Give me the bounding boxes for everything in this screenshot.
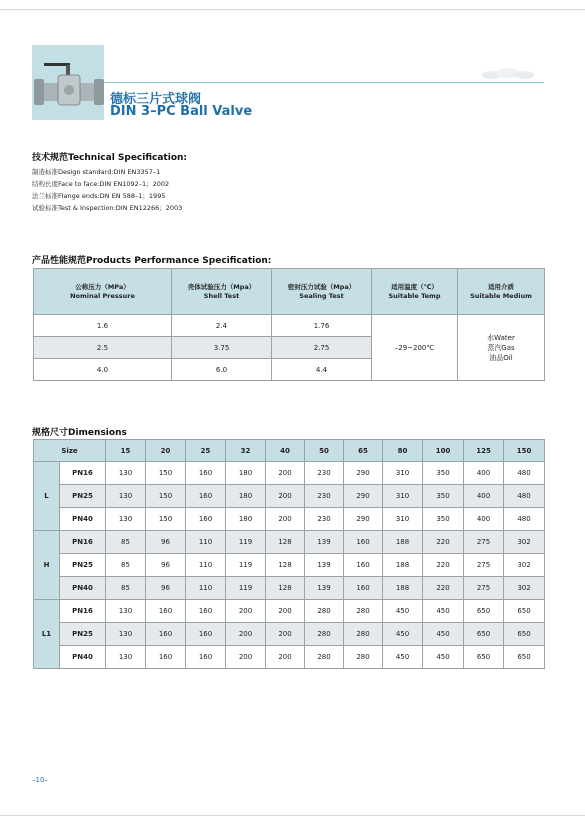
dimension-value-cell: 130 bbox=[106, 508, 146, 531]
dimension-value-cell: 160 bbox=[146, 600, 186, 623]
dimension-value-cell: 480 bbox=[504, 508, 545, 531]
dimension-value-cell: 275 bbox=[464, 577, 504, 600]
dimension-value-cell: 400 bbox=[464, 462, 504, 485]
dimension-value-cell: 139 bbox=[305, 577, 344, 600]
dimension-value-cell: 200 bbox=[266, 600, 305, 623]
dimension-value-cell: 350 bbox=[423, 508, 464, 531]
dimension-value-cell: 650 bbox=[504, 623, 545, 646]
dimensions-title: 规格尺寸Dimensions bbox=[32, 428, 127, 438]
dimension-value-cell: 290 bbox=[344, 485, 383, 508]
medium-water: 水Water bbox=[487, 333, 515, 342]
dimension-value-cell: 400 bbox=[464, 508, 504, 531]
dimensions-header-row bbox=[34, 440, 545, 462]
dimension-value-cell: 130 bbox=[106, 623, 146, 646]
dimension-value-cell: 150 bbox=[146, 508, 186, 531]
dimension-value-cell: 200 bbox=[266, 508, 305, 531]
dimension-value-cell: 275 bbox=[464, 554, 504, 577]
dimension-value-cell: 275 bbox=[464, 531, 504, 554]
medium-oil: 油品Oil bbox=[489, 353, 513, 362]
dimension-value-cell: 119 bbox=[226, 531, 266, 554]
shell-test-cell: 3.75 bbox=[172, 337, 272, 359]
dimension-value-cell: 280 bbox=[305, 600, 344, 623]
dimension-value-cell: 139 bbox=[305, 554, 344, 577]
page-number: –10– bbox=[32, 776, 48, 784]
dimension-value-cell: 200 bbox=[226, 646, 266, 669]
dimension-value-cell: 188 bbox=[383, 577, 423, 600]
dimension-value-cell: 180 bbox=[226, 508, 266, 531]
dimension-value-cell: 128 bbox=[266, 577, 305, 600]
dimension-value-cell: 450 bbox=[383, 623, 423, 646]
size-header-cell: 100 bbox=[423, 440, 464, 462]
dimension-value-cell: 230 bbox=[305, 462, 344, 485]
sealing-test-cell: 4.4 bbox=[272, 359, 372, 381]
spec-line-face-to-face: 结构长度Face to face:DIN EN1092–1；2002 bbox=[32, 180, 170, 188]
dimension-value-cell: 160 bbox=[186, 600, 226, 623]
dimension-value-cell: 450 bbox=[383, 600, 423, 623]
dimension-value-cell: 96 bbox=[146, 531, 186, 554]
dimension-value-cell: 310 bbox=[383, 485, 423, 508]
dimension-value-cell: 400 bbox=[464, 485, 504, 508]
page-title-cn: 德标三片式球阀 bbox=[110, 92, 202, 107]
dimension-value-cell: 160 bbox=[344, 577, 383, 600]
page-title-en: DIN 3–PC Ball Valve bbox=[110, 104, 253, 119]
dimension-value-cell: 130 bbox=[106, 462, 146, 485]
size-header-cell: 125 bbox=[464, 440, 504, 462]
size-header-cell: 20 bbox=[146, 440, 186, 462]
dimension-value-cell: 310 bbox=[383, 508, 423, 531]
header-shell-test: 壳体试验压力（Mpa） Shell Test bbox=[172, 269, 272, 315]
table-row bbox=[34, 600, 545, 623]
pressure-rating-cell: PN25 bbox=[60, 485, 106, 508]
dimension-value-cell: 160 bbox=[186, 485, 226, 508]
table-row bbox=[34, 485, 545, 508]
header-sealing-test: 密封压力试验（Mpa） Sealing Test bbox=[272, 269, 372, 315]
table-row bbox=[34, 508, 545, 531]
spec-line-design-standard: 制造标准Design standard:DIN EN3357–1 bbox=[32, 168, 161, 176]
dimension-value-cell: 110 bbox=[186, 577, 226, 600]
dimension-value-cell: 230 bbox=[305, 485, 344, 508]
suitable-temp-cell: –29~200℃ bbox=[372, 315, 458, 381]
dimension-value-cell: 290 bbox=[344, 508, 383, 531]
dimension-value-cell: 650 bbox=[504, 600, 545, 623]
dimension-value-cell: 450 bbox=[383, 646, 423, 669]
dimension-group-label: L1 bbox=[34, 600, 60, 669]
dimension-value-cell: 280 bbox=[344, 646, 383, 669]
table-row bbox=[34, 646, 545, 669]
table-row bbox=[34, 623, 545, 646]
dimension-value-cell: 150 bbox=[146, 485, 186, 508]
nominal-pressure-cell: 4.0 bbox=[34, 359, 172, 381]
dimension-value-cell: 350 bbox=[423, 462, 464, 485]
dimension-value-cell: 160 bbox=[344, 554, 383, 577]
dimension-value-cell: 160 bbox=[146, 646, 186, 669]
table-row bbox=[34, 554, 545, 577]
dimension-value-cell: 650 bbox=[464, 623, 504, 646]
dimension-value-cell: 160 bbox=[186, 646, 226, 669]
dimension-value-cell: 130 bbox=[106, 646, 146, 669]
dimension-group-label: L bbox=[34, 462, 60, 531]
dimension-value-cell: 650 bbox=[504, 646, 545, 669]
dimension-value-cell: 119 bbox=[226, 554, 266, 577]
table-row bbox=[34, 531, 545, 554]
dimension-value-cell: 85 bbox=[106, 531, 146, 554]
cloud-decoration-icon bbox=[478, 66, 536, 80]
performance-header-row bbox=[34, 269, 545, 315]
dimension-value-cell: 110 bbox=[186, 531, 226, 554]
shell-test-cell: 6.0 bbox=[172, 359, 272, 381]
medium-gas: 蒸汽Gas bbox=[487, 343, 515, 352]
dimension-value-cell: 200 bbox=[266, 623, 305, 646]
technical-spec-title: 技术规范Technical Specification: bbox=[32, 153, 188, 163]
dimension-value-cell: 188 bbox=[383, 554, 423, 577]
dimension-value-cell: 160 bbox=[186, 508, 226, 531]
header-nominal-pressure: 公称压力（MPa） Nominal Pressure bbox=[34, 269, 172, 315]
page-border-bottom bbox=[0, 815, 585, 816]
dimension-value-cell: 280 bbox=[305, 623, 344, 646]
dimension-value-cell: 200 bbox=[226, 623, 266, 646]
dimension-value-cell: 220 bbox=[423, 577, 464, 600]
sealing-test-cell: 1.76 bbox=[272, 315, 372, 337]
shell-test-cell: 2.4 bbox=[172, 315, 272, 337]
dimension-value-cell: 200 bbox=[266, 646, 305, 669]
dimension-value-cell: 450 bbox=[423, 623, 464, 646]
dimension-value-cell: 302 bbox=[504, 531, 545, 554]
dimension-value-cell: 180 bbox=[226, 485, 266, 508]
performance-spec-title: 产品性能规范Products Performance Specification: bbox=[32, 256, 272, 266]
size-header-cell: 40 bbox=[266, 440, 305, 462]
table-row bbox=[34, 315, 545, 337]
suitable-medium-cell bbox=[458, 315, 545, 381]
size-header-cell: 25 bbox=[186, 440, 226, 462]
header-suitable-medium: 适用介质 Suitable Medium bbox=[458, 269, 545, 315]
dimension-value-cell: 302 bbox=[504, 577, 545, 600]
dimension-value-cell: 96 bbox=[146, 577, 186, 600]
dimension-value-cell: 110 bbox=[186, 554, 226, 577]
dimensions-table bbox=[33, 439, 545, 669]
dimension-value-cell: 280 bbox=[344, 623, 383, 646]
dimension-value-cell: 139 bbox=[305, 531, 344, 554]
dimension-value-cell: 188 bbox=[383, 531, 423, 554]
table-row bbox=[34, 462, 545, 485]
pressure-rating-cell: PN40 bbox=[60, 646, 106, 669]
dimension-value-cell: 480 bbox=[504, 462, 545, 485]
dimension-value-cell: 350 bbox=[423, 485, 464, 508]
pressure-rating-cell: PN40 bbox=[60, 577, 106, 600]
dimension-value-cell: 290 bbox=[344, 462, 383, 485]
size-header-cell: 15 bbox=[106, 440, 146, 462]
dimension-value-cell: 650 bbox=[464, 646, 504, 669]
header-rule bbox=[104, 82, 544, 83]
dimension-value-cell: 280 bbox=[305, 646, 344, 669]
spec-line-test-inspection: 试验标准Test & Inspection:DIN EN12266；2003 bbox=[32, 204, 183, 212]
ball-valve-photo bbox=[30, 55, 110, 115]
dimension-value-cell: 230 bbox=[305, 508, 344, 531]
pressure-rating-cell: PN40 bbox=[60, 508, 106, 531]
performance-table bbox=[33, 268, 545, 381]
dimension-value-cell: 160 bbox=[344, 531, 383, 554]
pressure-rating-cell: PN16 bbox=[60, 531, 106, 554]
dimension-value-cell: 302 bbox=[504, 554, 545, 577]
dimension-value-cell: 200 bbox=[266, 485, 305, 508]
dimension-value-cell: 160 bbox=[186, 623, 226, 646]
dimension-value-cell: 128 bbox=[266, 554, 305, 577]
dimension-value-cell: 200 bbox=[226, 600, 266, 623]
dimension-value-cell: 650 bbox=[464, 600, 504, 623]
nominal-pressure-cell: 2.5 bbox=[34, 337, 172, 359]
dimension-value-cell: 96 bbox=[146, 554, 186, 577]
nominal-pressure-cell: 1.6 bbox=[34, 315, 172, 337]
dimension-value-cell: 119 bbox=[226, 577, 266, 600]
pressure-rating-cell: PN25 bbox=[60, 623, 106, 646]
spec-line-flange-ends: 法兰标准Flange ends:DN EN 588–1；1995 bbox=[32, 192, 166, 200]
dimension-value-cell: 130 bbox=[106, 485, 146, 508]
dimension-value-cell: 85 bbox=[106, 554, 146, 577]
size-header: Size bbox=[34, 440, 106, 462]
size-header-cell: 50 bbox=[305, 440, 344, 462]
dimension-group-label: H bbox=[34, 531, 60, 600]
dimension-value-cell: 160 bbox=[186, 462, 226, 485]
pressure-rating-cell: PN16 bbox=[60, 600, 106, 623]
dimension-value-cell: 128 bbox=[266, 531, 305, 554]
dimension-value-cell: 220 bbox=[423, 554, 464, 577]
page-border-top bbox=[0, 9, 585, 10]
dimension-value-cell: 200 bbox=[266, 462, 305, 485]
pressure-rating-cell: PN25 bbox=[60, 554, 106, 577]
table-row bbox=[34, 577, 545, 600]
size-header-cell: 80 bbox=[383, 440, 423, 462]
dimension-value-cell: 180 bbox=[226, 462, 266, 485]
dimension-value-cell: 150 bbox=[146, 462, 186, 485]
sealing-test-cell: 2.75 bbox=[272, 337, 372, 359]
pressure-rating-cell: PN16 bbox=[60, 462, 106, 485]
dimension-value-cell: 220 bbox=[423, 531, 464, 554]
size-header-cell: 32 bbox=[226, 440, 266, 462]
size-header-cell: 65 bbox=[344, 440, 383, 462]
dimension-value-cell: 450 bbox=[423, 600, 464, 623]
dimension-value-cell: 480 bbox=[504, 485, 545, 508]
header-suitable-temp: 适用温度（℃） Suitable Temp bbox=[372, 269, 458, 315]
dimension-value-cell: 450 bbox=[423, 646, 464, 669]
dimension-value-cell: 85 bbox=[106, 577, 146, 600]
dimension-value-cell: 130 bbox=[106, 600, 146, 623]
dimension-value-cell: 160 bbox=[146, 623, 186, 646]
size-header-cell: 150 bbox=[504, 440, 545, 462]
dimension-value-cell: 310 bbox=[383, 462, 423, 485]
dimension-value-cell: 280 bbox=[344, 600, 383, 623]
